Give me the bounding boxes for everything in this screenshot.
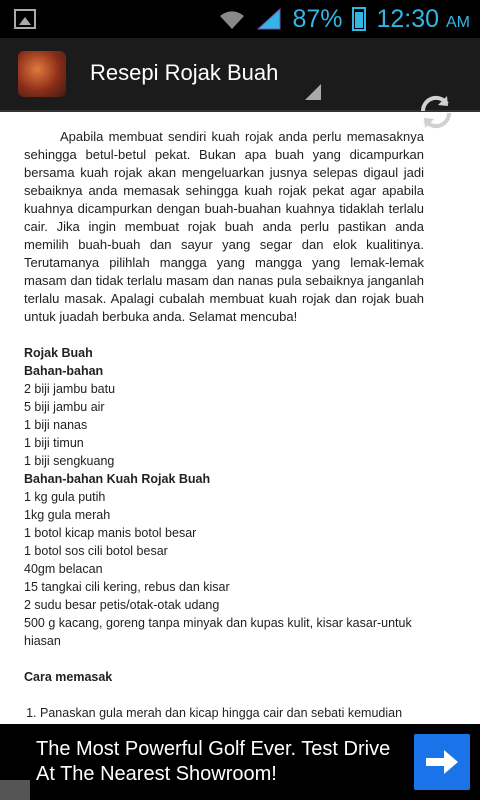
image-icon <box>14 9 36 29</box>
action-bar <box>0 38 480 112</box>
clock-ampm: AM <box>446 13 470 31</box>
list-item: 5 biji jambu air <box>24 400 105 414</box>
ad-banner[interactable] <box>0 724 480 800</box>
sauce-heading: Bahan-bahan Kuah Rojak Buah <box>24 472 211 486</box>
list-item: 1 biji timun <box>24 436 84 450</box>
list-item: 1 botol kicap manis botol besar <box>24 526 197 540</box>
battery-percent: 87% <box>292 4 343 33</box>
recipe-thumbnail[interactable] <box>18 51 66 97</box>
battery-icon <box>352 7 366 31</box>
list-item: 2 biji jambu batu <box>24 382 116 396</box>
recipe-title: Rojak Buah <box>24 346 93 360</box>
list-item: 15 tangkai cili kering, rebus dan kisar <box>24 580 230 594</box>
ad-corner <box>0 780 30 800</box>
list-item: 500 g kacang, goreng tanpa minyak dan kupas kulit, kisar kasar-untuk hiasan <box>24 616 412 648</box>
clock-time: 12:30 <box>376 4 440 33</box>
list-item: 1 botol sos cili botol besar <box>24 544 168 558</box>
method-steps <box>24 704 424 724</box>
clock <box>376 5 470 34</box>
ad-text[interactable]: The Most Powerful Golf Ever. Test Drive At The Nearest Showroom! <box>36 738 391 785</box>
page-title: Resepi Rojak Buah <box>90 60 279 85</box>
article-intro: Apabila membuat sendiri kuah rojak anda perlu memasaknya sehingga betul-betul pekat. Bukan apa buah yang dicampurkan bersama kuah rojak akan mengeluarkan jusnya selepas digaul jadi sebaiknya anda memasak sehingga kuah rojak pekat agar apabila kuahnya dicampurkan dengan buah-buahan kuahnya tidaklah terlalu cair. Jika ingin membuat rojak buah anda perlu pastikan anda memilih buah-buah dan sayur yang segar dan elok kualitinya. Terutamanya pilihlah mangga yang mangga yang lemak-lemak masam dan tidak terlalu masam dan nanas pula sebaiknya janganlah terlalu masak. Apalagi cubalah membuat kuah rojak dan rojak buah untuk juadah berbuka anda. Selamat mencuba! <box>24 129 424 324</box>
list-item: 1 biji sengkuang <box>24 454 115 468</box>
article-content <box>24 110 424 724</box>
list-item: 2 sudu besar petis/otak-otak udang <box>24 598 220 612</box>
list-item: 1 kg gula putih <box>24 490 106 504</box>
list-item: 1kg gula merah <box>24 508 111 522</box>
method-heading: Cara memasak <box>24 670 113 684</box>
signal-icon <box>256 8 282 30</box>
arrow-right-icon[interactable] <box>414 734 470 790</box>
wifi-icon <box>218 8 246 30</box>
overflow-indicator <box>305 84 321 100</box>
list-item: 40gm belacan <box>24 562 103 576</box>
method-step: 1. Panaskan gula merah dan kicap hingga cair dan sebati kemudian <box>40 704 424 724</box>
status-bar <box>0 0 480 38</box>
ingredients-heading: Bahan-bahan <box>24 364 104 378</box>
list-item: 1 biji nanas <box>24 418 88 432</box>
